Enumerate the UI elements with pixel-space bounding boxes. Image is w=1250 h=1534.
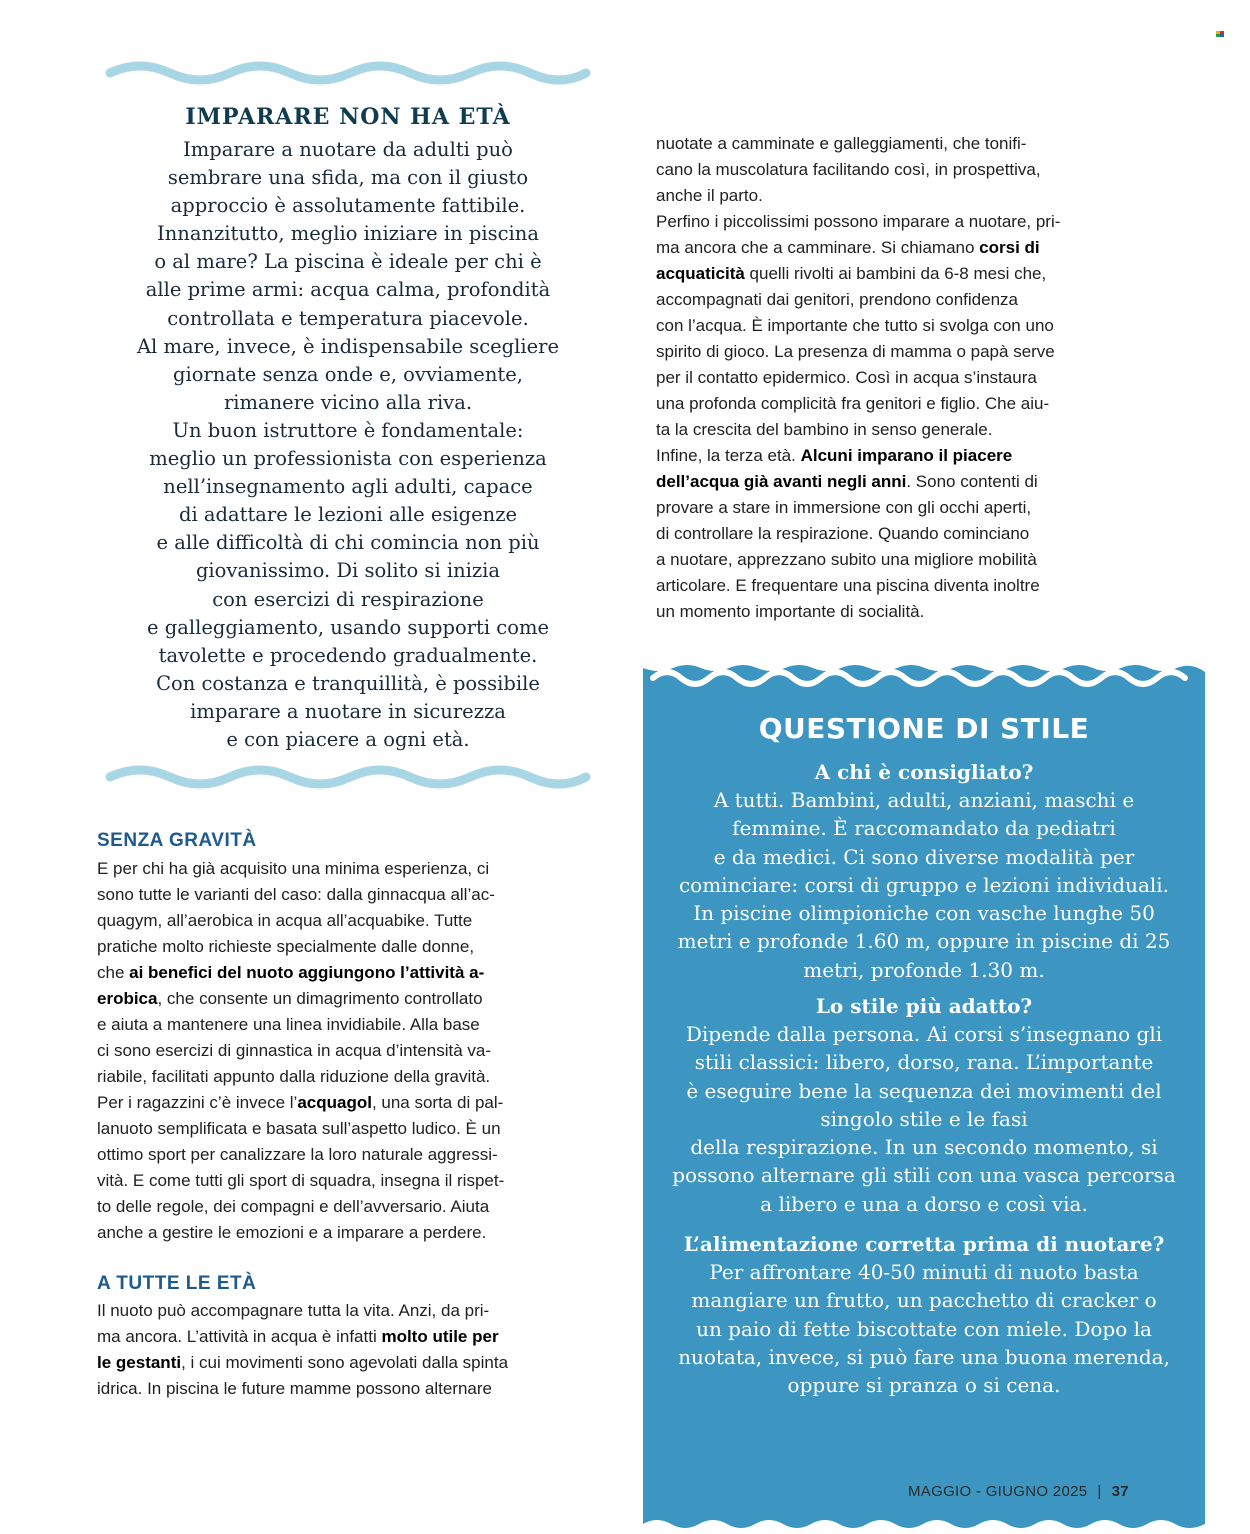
text-line: vità. E come tutti gli sport di squadra, insegna il rispet-: [97, 1171, 505, 1190]
text-run: quelli rivolti ai bambini da 6-8 mesi che,: [744, 264, 1047, 283]
answer-line: singolo stile e le fasi: [820, 1106, 1028, 1131]
text-run: , una sorta di pal-: [371, 1093, 504, 1112]
intro-line: con esercizi di respirazione: [212, 587, 484, 611]
text-line: ottimo sport per canalizzare la loro naturale aggressi-: [97, 1145, 498, 1164]
answer-line: della respirazione. In un secondo momento, si: [690, 1135, 1158, 1160]
intro-line: e galleggiamento, usando supporti come: [147, 615, 549, 639]
intro-box: [100, 102, 596, 754]
text-line: Il nuoto può accompagnare tutta la vita. Anzi, da pri-: [97, 1301, 490, 1320]
text-line: con l’acqua. È importante che tutto si svolga con uno: [656, 316, 1054, 335]
text-line: pratiche molto richieste specialmente dalle donne,: [97, 937, 475, 956]
answer-line: femmine. È raccomandato da pediatri: [732, 816, 1116, 841]
intro-line: Innanzitutto, meglio iniziare in piscina: [157, 222, 539, 246]
text-line: ci sono esercizi di ginnastica in acqua d’intensità va-: [97, 1041, 492, 1060]
questione-di-stile-box: [643, 660, 1205, 1534]
text-run: , che consente un dimagrimento controllato: [157, 989, 483, 1008]
footer-separator: |: [1097, 1483, 1102, 1500]
text-line: cano la muscolatura facilitando così, in prospettiva,: [656, 160, 1041, 179]
bold-run: acquagol: [297, 1093, 372, 1112]
page-footer: [908, 1483, 1129, 1500]
text-line: riabile, facilitati appunto dalla riduzione della gravità.: [97, 1067, 491, 1086]
answer-line: In piscine olimpioniche con vasche lunghe 50: [693, 901, 1155, 926]
question: A chi è consigliato?: [814, 760, 1034, 784]
text-run: ma ancora. L’attività in acqua è infatti: [97, 1327, 382, 1346]
text-line: un momento importante di socialità.: [656, 602, 925, 621]
answer-line: metri, profonde 1.30 m.: [803, 957, 1045, 982]
text-run: , i cui movimenti sono agevolati dalla spinta: [181, 1353, 509, 1372]
text-line: [656, 261, 1138, 287]
right-column-text: [656, 131, 1138, 625]
text-line: anche a gestire le emozioni e a imparare a perdere.: [97, 1223, 487, 1242]
text-line: anche il parto.: [656, 186, 763, 205]
intro-line: e alle difficoltà di chi comincia non più: [156, 531, 540, 555]
intro-line: nell’insegnamento agli adulti, capace: [163, 475, 533, 499]
qa-block-stile: [643, 992, 1205, 1218]
answer-line: e da medici. Ci sono diverse modalità per: [713, 844, 1135, 869]
text-line: spirito di gioco. La presenza di mamma o papà serve: [656, 342, 1055, 361]
text-line: to delle regole, dei compagni e dell’avversario. Aiuta: [97, 1197, 490, 1216]
intro-line: o al mare? La piscina è ideale per chi è: [154, 250, 542, 274]
question: L’alimentazione corretta prima di nuotare?: [683, 1232, 1165, 1256]
text-line: nuotate a camminate e galleggiamenti, che tonifi-: [656, 134, 1027, 153]
box-top-wave: [643, 660, 1205, 690]
answer-line: Dipende dalla persona. Ai corsi s’insegnano gli: [685, 1022, 1163, 1046]
text-line: E per chi ha già acquisito una minima esperienza, ci: [97, 859, 490, 878]
intro-title: IMPARARE NON HA ETÀ: [185, 104, 511, 130]
intro-line: e con piacere a ogni età.: [226, 727, 470, 751]
issue-label: MAGGIO - GIUGNO 2025: [908, 1483, 1088, 1500]
text-run: Infine, la terza età.: [656, 446, 801, 465]
answer-line: è eseguire bene la sequenza dei movimenti del: [686, 1078, 1162, 1103]
bold-run: acquaticità: [656, 264, 745, 283]
intro-line: sembrare una sfida, ma con il giusto: [167, 166, 529, 190]
text-line: di controllare la respirazione. Quando cominciano: [656, 524, 1030, 543]
intro-line: controllata e temperatura piacevole.: [167, 306, 529, 330]
text-line: idrica. In piscina le future mamme possono alternare: [97, 1379, 492, 1398]
qa-block-alimentazione: [643, 1230, 1205, 1399]
answer-line: mangiare un frutto, un pacchetto di cracker o: [691, 1288, 1157, 1313]
text-line: e aiuta a mantenere una linea invidiabile. Alla base: [97, 1015, 480, 1034]
bold-run: le gestanti: [97, 1353, 182, 1372]
answer-line: a libero e una a dorso e così via.: [760, 1191, 1088, 1216]
answer-line: un paio di fette biscottate con miele. Dopo la: [696, 1316, 1152, 1341]
text-run: che: [97, 963, 130, 982]
answer-line: possono alternare gli stili con una vasca percorsa: [672, 1163, 1176, 1188]
text-line: Perfino i piccolissimi possono imparare a nuotare, pri-: [656, 212, 1061, 231]
text-run: ma ancora che a camminare. Si chiamano: [656, 238, 980, 257]
text-line: quagym, all’aerobica in acqua all’acquabike. Tutte: [97, 911, 473, 930]
question: Lo stile più adatto?: [815, 994, 1033, 1018]
section-heading-senza-gravita: SENZA GRAVITÀ: [97, 830, 257, 851]
text-line: provare a stare in immersione con gli occhi aperti,: [656, 498, 1032, 517]
text-line: accompagnati dai genitori, prendono confidenza: [656, 290, 1018, 309]
text-line: [97, 1090, 589, 1116]
intro-line: giovanissimo. Di solito si inizia: [195, 559, 501, 583]
intro-line: meglio un professionista con esperienza: [149, 447, 547, 471]
text-line: una profonda complicità fra genitori e figlio. Che aiu-: [656, 394, 1050, 413]
text-line: [97, 986, 589, 1012]
intro-line: giornate senza onde e, ovviamente,: [172, 362, 523, 386]
answer-line: metri e profonde 1.60 m, oppure in piscine di 25: [677, 929, 1171, 954]
bold-run: dell’acqua già avanti negli anni: [656, 472, 907, 491]
text-line: per il contatto epidermico. Così in acqua s’instaura: [656, 368, 1037, 387]
answer-line: oppure si pranza o si cena.: [787, 1373, 1061, 1398]
intro-line: Imparare a nuotare da adulti può: [183, 138, 513, 161]
box-bottom-wave: [643, 1514, 1205, 1534]
intro-line: imparare a nuotare in sicurezza: [190, 699, 506, 723]
intro-line: Con costanza e tranquillità, è possibile: [156, 671, 540, 695]
text-line: sono tutte le varianti del caso: dalla ginnacqua all’ac-: [97, 885, 495, 904]
top-wave-decoration: [105, 56, 591, 90]
tutte-le-eta-text: [97, 1298, 589, 1402]
answer-line: Per affrontare 40-50 minuti di nuoto basta: [709, 1260, 1139, 1284]
text-run: . Sono contenti di: [906, 472, 1038, 491]
text-line: lanuoto semplificata e basata sull’aspetto ludico. È un: [97, 1119, 501, 1138]
senza-gravita-text: [97, 856, 589, 1246]
intro-line: Un buon istruttore è fondamentale:: [172, 418, 524, 442]
text-line: [97, 1350, 589, 1376]
text-line: [656, 235, 1138, 261]
text-line: [656, 469, 1138, 495]
text-line: [656, 443, 1138, 469]
text-line: [97, 960, 589, 986]
answer-line: nuotata, invece, si può fare una buona merenda,: [678, 1344, 1170, 1369]
bold-run: Alcuni imparano il piacere: [800, 446, 1013, 465]
intro-line: approccio è assolutamente fattibile.: [170, 194, 526, 218]
bold-run: erobica: [97, 989, 158, 1008]
intro-line: rimanere vicino alla riva.: [223, 390, 473, 414]
bold-run: ai benefici del nuoto aggiungono l’attività a-: [129, 963, 485, 982]
text-run: Per i ragazzini c’è invece l’: [97, 1093, 298, 1112]
intro-line: tavolette e procedendo gradualmente.: [158, 643, 538, 667]
text-line: ta la crescita del bambino in senso generale.: [656, 420, 993, 439]
qa-block-consigliato: [643, 758, 1205, 984]
intro-line: alle prime armi: acqua calma, profondità: [145, 278, 551, 302]
bold-run: corsi di: [979, 238, 1040, 257]
intro-text: [100, 136, 596, 754]
intro-line: di adattare le lezioni alle esigenze: [178, 503, 518, 527]
text-line: articolare. E frequentare una piscina diventa inoltre: [656, 576, 1040, 595]
answer-line: A tutti. Bambini, adulti, anziani, maschi e: [713, 788, 1135, 812]
section-heading-tutte-le-eta: A TUTTE LE ETÀ: [97, 1273, 257, 1294]
middle-wave-decoration: [105, 760, 591, 794]
color-marks: [1216, 31, 1226, 39]
box-title: QUESTIONE DI STILE: [758, 712, 1090, 745]
bold-run: molto utile per: [381, 1327, 499, 1346]
answer-line: cominciare: corsi di gruppo e lezioni individuali.: [678, 872, 1170, 897]
text-line: a nuotare, apprezzano subito una migliore mobilità: [656, 550, 1037, 569]
answer-line: stili classici: libero, dorso, rana. L’importante: [694, 1050, 1154, 1075]
text-line: [97, 1324, 589, 1350]
page-number: 37: [1111, 1483, 1129, 1500]
intro-line: Al mare, invece, è indispensabile scegliere: [136, 334, 560, 358]
